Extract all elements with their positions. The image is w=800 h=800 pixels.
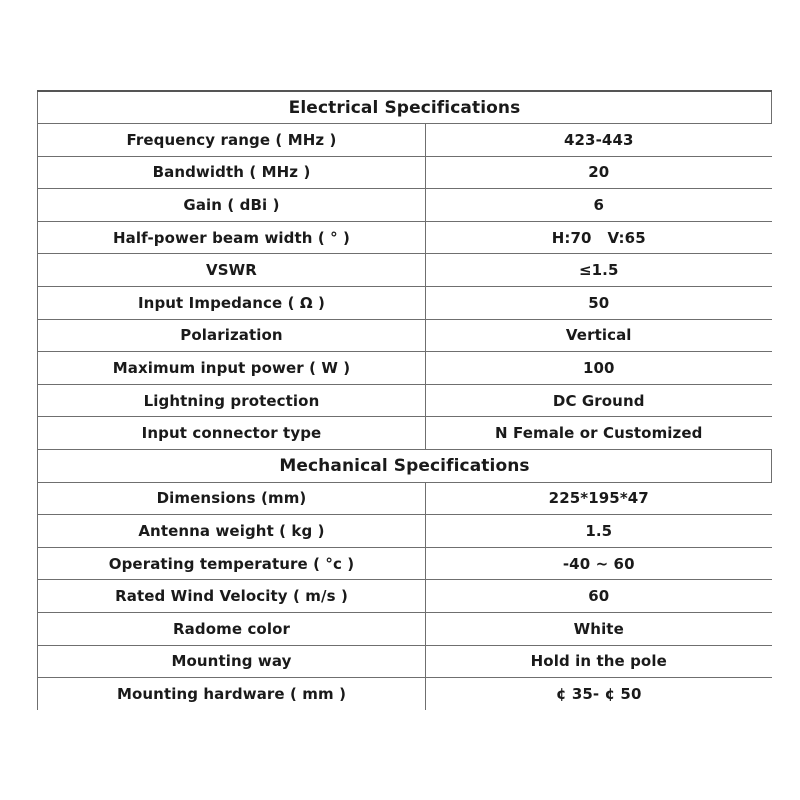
spec-value: White <box>426 613 772 646</box>
spec-value: 6 <box>426 189 772 222</box>
spec-value: Vertical <box>426 319 772 352</box>
spec-label: Radome color <box>38 613 426 646</box>
spec-label: Gain ( dBi ) <box>38 189 426 222</box>
spec-value: 20 <box>426 156 772 189</box>
spec-label: Rated Wind Velocity ( m/s ) <box>38 580 426 613</box>
spec-label: Mounting hardware ( mm ) <box>38 678 426 711</box>
mechanical-specifications-heading: Mechanical Specifications <box>38 450 772 483</box>
table-row <box>38 645 772 678</box>
spec-value: ≤1.5 <box>426 254 772 287</box>
spec-value: -40 ~ 60 <box>426 547 772 580</box>
spec-label: Input connector type <box>38 417 426 450</box>
spec-label: Input Impedance ( Ω ) <box>38 287 426 320</box>
table-row <box>38 352 772 385</box>
table-row <box>38 384 772 417</box>
spec-value: ¢ 35- ¢ 50 <box>426 678 772 711</box>
table-row <box>38 254 772 287</box>
table-row <box>38 417 772 450</box>
spec-value: 60 <box>426 580 772 613</box>
table-row <box>38 124 772 157</box>
spec-value: Hold in the pole <box>426 645 772 678</box>
spec-label: Half-power beam width ( ° ) <box>38 221 426 254</box>
section-header-row <box>38 91 772 124</box>
spec-value: 50 <box>426 287 772 320</box>
spec-label: VSWR <box>38 254 426 287</box>
spec-value: 100 <box>426 352 772 385</box>
table-row <box>38 613 772 646</box>
spec-label: Polarization <box>38 319 426 352</box>
spec-value: 1.5 <box>426 515 772 548</box>
spec-value: H:70 V:65 <box>426 221 772 254</box>
spec-value: N Female or Customized <box>426 417 772 450</box>
spec-label: Maximum input power ( W ) <box>38 352 426 385</box>
table-row <box>38 189 772 222</box>
spec-label: Operating temperature ( °c ) <box>38 547 426 580</box>
table-row <box>38 156 772 189</box>
table-row <box>38 580 772 613</box>
spec-label: Dimensions (mm) <box>38 482 426 515</box>
electrical-specifications-heading: Electrical Specifications <box>38 91 772 124</box>
table-row <box>38 678 772 711</box>
spec-value: 225*195*47 <box>426 482 772 515</box>
spec-label: Antenna weight ( kg ) <box>38 515 426 548</box>
specifications-table <box>37 90 772 710</box>
spec-label: Lightning protection <box>38 384 426 417</box>
spec-value: DC Ground <box>426 384 772 417</box>
spec-label: Mounting way <box>38 645 426 678</box>
spec-label: Frequency range ( MHz ) <box>38 124 426 157</box>
table-row <box>38 221 772 254</box>
spec-value: 423-443 <box>426 124 772 157</box>
spec-label: Bandwidth ( MHz ) <box>38 156 426 189</box>
table-row <box>38 547 772 580</box>
table-row <box>38 319 772 352</box>
table-row <box>38 515 772 548</box>
table-row <box>38 287 772 320</box>
table-row <box>38 482 772 515</box>
section-header-row <box>38 450 772 483</box>
